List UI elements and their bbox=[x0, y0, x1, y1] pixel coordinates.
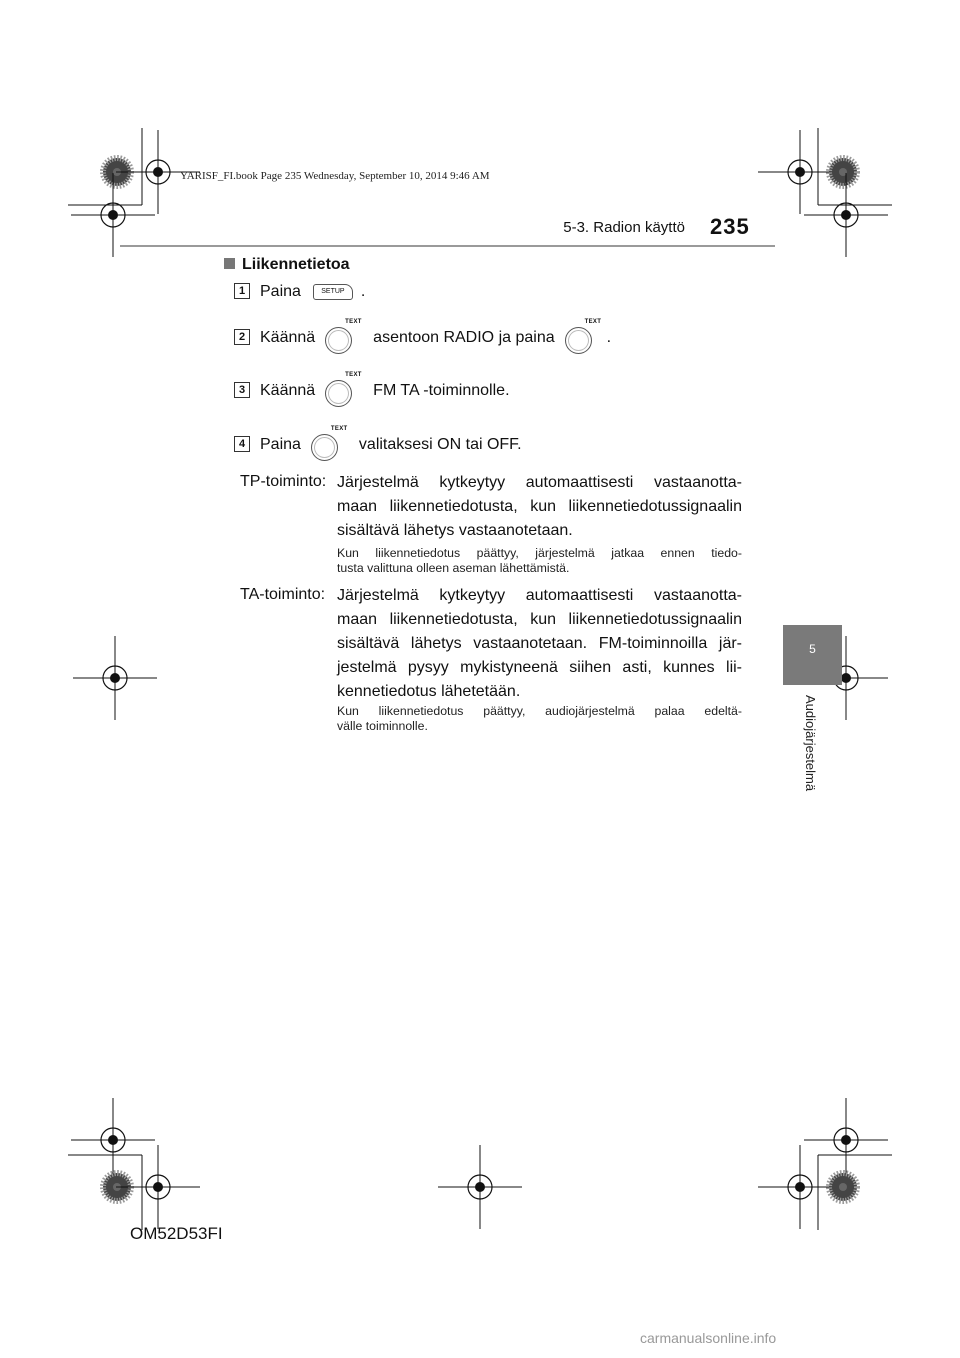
note-line: Kun liikennetiedotus päättyy, audiojärjestelmä palaa edeltä- bbox=[337, 704, 742, 718]
body-line: maan liikennetiedotusta, kun liikennetiedotussignaalin bbox=[337, 498, 742, 515]
step-number: 4 bbox=[234, 436, 250, 452]
tune-knob-icon bbox=[563, 319, 603, 353]
tune-knob-icon bbox=[323, 319, 363, 353]
body-line: kennetiedotus lähetetään. bbox=[337, 683, 521, 700]
section-title: 5-3. Radion käyttö bbox=[563, 219, 685, 236]
tune-knob-icon bbox=[309, 426, 349, 460]
note-line: Kun liikennetiedotus päättyy, järjestelmä jatkaa ennen tiedo- bbox=[337, 546, 742, 560]
setup-button-icon: SETUP bbox=[313, 284, 353, 300]
body-line: Järjestelmä kytkeytyy automaattisesti vastaanotta- bbox=[337, 474, 742, 491]
step-text: . bbox=[606, 329, 612, 346]
note-line: tusta valittuna olleen aseman lähettämistä. bbox=[337, 561, 570, 575]
definition-note-tp bbox=[337, 546, 742, 576]
step-number: 1 bbox=[234, 283, 250, 299]
step-text: Käännä bbox=[260, 382, 316, 399]
tune-knob-icon bbox=[323, 372, 363, 406]
body-line: Järjestelmä kytkeytyy automaattisesti vastaanotta- bbox=[337, 587, 742, 604]
step-text: valitaksesi ON tai OFF. bbox=[358, 436, 522, 453]
step-text: . bbox=[360, 283, 366, 300]
body-line: sisältävä lähetys vastaanotetaan. FM-toiminnoilla jär- bbox=[337, 635, 742, 652]
definition-body-tp bbox=[337, 471, 742, 543]
step-text: Paina bbox=[260, 283, 301, 300]
note-line: välle toiminnolle. bbox=[337, 719, 428, 733]
knob-label: TEXT bbox=[584, 319, 602, 325]
step-text: Paina bbox=[260, 436, 301, 453]
definition-note-ta bbox=[337, 704, 742, 734]
definition-body-ta bbox=[337, 584, 742, 704]
header-rule bbox=[120, 245, 775, 247]
body-line: maan liikennetiedotusta, kun liikennetiedotussignaalin bbox=[337, 611, 742, 628]
site-watermark: carmanualsonline.info bbox=[640, 1330, 777, 1346]
step-number: 3 bbox=[234, 382, 250, 398]
print-info-line: YARISF_FI.book Page 235 Wednesday, September 10, 2014 9:46 AM bbox=[180, 170, 490, 182]
definition-term-tp: TP-toiminto: bbox=[240, 473, 327, 490]
chapter-label: Audiojärjestelmä bbox=[803, 695, 818, 792]
step-number: 2 bbox=[234, 329, 250, 345]
heading-text: Liikennetietoa bbox=[242, 256, 350, 273]
page-number: 235 bbox=[710, 214, 750, 239]
knob-label: TEXT bbox=[345, 319, 362, 325]
body-line: sisältävä lähetys vastaanotetaan. bbox=[337, 522, 573, 539]
definition-term-ta: TA-toiminto: bbox=[240, 586, 326, 603]
body-line: jestelmä pysyy mykistyneenä siihen asti, kunnes lii- bbox=[337, 659, 742, 676]
knob-label: TEXT bbox=[330, 426, 348, 432]
step-text: Käännä bbox=[260, 329, 316, 346]
knob-label: TEXT bbox=[345, 372, 362, 378]
step-text: asentoon RADIO ja paina bbox=[373, 329, 555, 346]
chapter-tab bbox=[783, 625, 842, 685]
step-text: FM TA -toiminnolle. bbox=[373, 382, 510, 399]
manual-code: OM52D53FI bbox=[130, 1224, 223, 1243]
heading-square-icon bbox=[224, 258, 235, 269]
section-heading bbox=[224, 256, 350, 274]
chapter-number: 5 bbox=[809, 642, 816, 656]
